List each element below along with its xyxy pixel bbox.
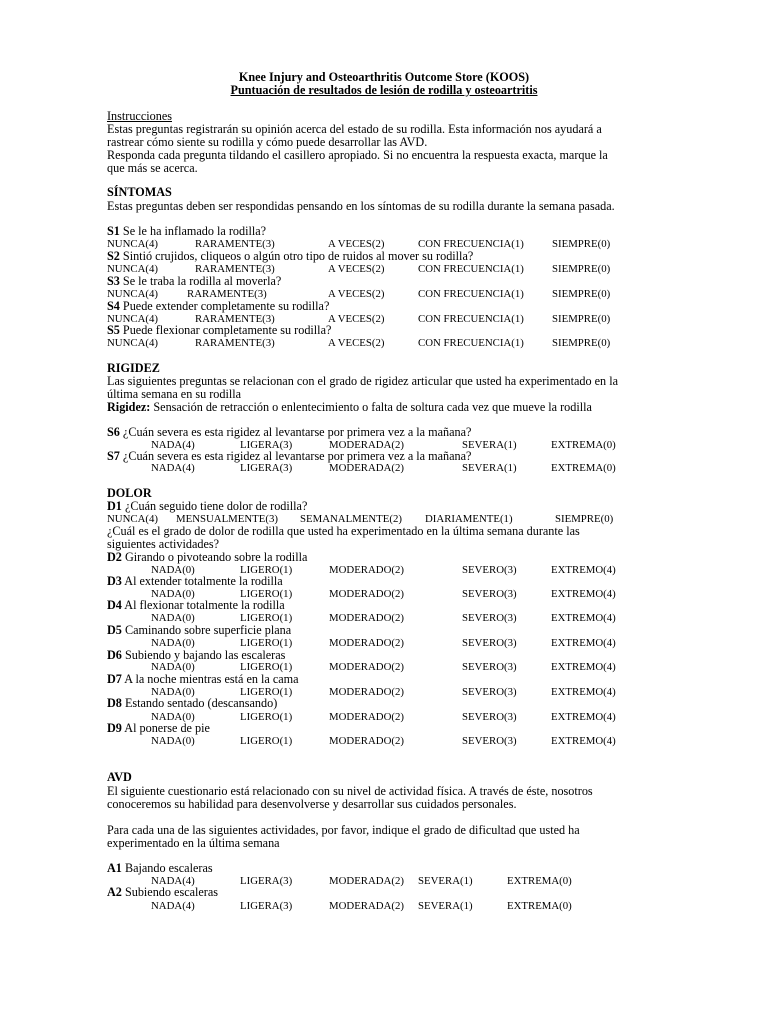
option-raramente[interactable]: RARAMENTE(3): [195, 238, 275, 250]
option-con-frecuencia[interactable]: CON FRECUENCIA(1): [418, 263, 524, 275]
option-ligera[interactable]: LIGERA(3): [240, 462, 293, 474]
question-text: Estando sentado (descansando): [121, 696, 278, 710]
question-text: Girando o pivoteando sobre la rodilla: [121, 550, 308, 564]
question-id: D7: [107, 672, 122, 686]
option-moderado[interactable]: MODERADO(2): [329, 686, 404, 698]
question-id: S3: [107, 274, 120, 288]
question-text: Se le traba la rodilla al moverla?: [119, 274, 282, 288]
question-text: Subiendo y bajando las escaleras: [121, 648, 286, 662]
avd-intro-line: conoceremos su habilidad para desenvolverse y desarrollar sus cuidados personales.: [107, 797, 517, 811]
question-s5: [107, 324, 331, 337]
option-nunca[interactable]: NUNCA(4): [107, 288, 158, 300]
option-moderada[interactable]: MODERADA(2): [329, 900, 404, 912]
rigidez-heading: RIGIDEZ: [107, 361, 160, 375]
question-d3: [107, 575, 283, 588]
avd-intro-line: El siguiente cuestionario está relacionado con su nivel de actividad física. A través de éste, nosotros: [107, 784, 593, 798]
option-ligero[interactable]: LIGERO(1): [240, 686, 293, 698]
document-subtitle: Puntuación de resultados de lesión de rodilla y osteoartritis: [230, 83, 538, 97]
option-moderado[interactable]: MODERADO(2): [329, 588, 404, 600]
option-severo[interactable]: SEVERO(3): [462, 564, 517, 576]
option-extremo[interactable]: EXTREMO(4): [551, 711, 616, 723]
instructions-line: Responda cada pregunta tildando el casillero apropiado. Si no encuentra la respuesta exacta, marque la: [107, 148, 608, 162]
option-ligero[interactable]: LIGERO(1): [240, 588, 293, 600]
document-title: Knee Injury and Osteoarthritis Outcome Store (KOOS): [238, 70, 530, 84]
option-extremo[interactable]: EXTREMO(4): [551, 612, 616, 624]
question-d5: [107, 624, 291, 637]
question-id: S5: [107, 323, 120, 337]
question-id: D3: [107, 574, 122, 588]
question-s2: [107, 250, 473, 263]
question-d9: [107, 722, 210, 735]
option-nada[interactable]: NADA(0): [151, 637, 195, 649]
option-moderada[interactable]: MODERADA(2): [329, 439, 404, 451]
question-id: D8: [107, 696, 122, 710]
option-nunca[interactable]: NUNCA(4): [107, 263, 158, 275]
question-text: Al flexionar totalmente la rodilla: [121, 598, 285, 612]
option-severa[interactable]: SEVERA(1): [462, 462, 517, 474]
option-nada[interactable]: NADA(4): [151, 439, 195, 451]
option-moderado[interactable]: MODERADO(2): [329, 711, 404, 723]
option-extremo[interactable]: EXTREMO(4): [551, 564, 616, 576]
option-semanalmente[interactable]: SEMANALMENTE(2): [300, 513, 402, 525]
option-a-veces[interactable]: A VECES(2): [328, 313, 385, 325]
option-moderado[interactable]: MODERADO(2): [329, 661, 404, 673]
option-siempre[interactable]: SIEMPRE(0): [552, 238, 611, 250]
question-text: Sintió crujidos, cliqueos o algún otro tipo de ruidos al mover su rodilla?: [119, 249, 474, 263]
question-text: Subiendo escaleras: [121, 885, 219, 899]
option-a-veces[interactable]: A VECES(2): [328, 288, 385, 300]
instructions-line: rastrear cómo siente su rodilla y cómo puede desarrollar las AVD.: [107, 135, 428, 149]
option-severo[interactable]: SEVERO(3): [462, 711, 517, 723]
option-con-frecuencia[interactable]: CON FRECUENCIA(1): [418, 313, 524, 325]
option-moderado[interactable]: MODERADO(2): [329, 735, 404, 747]
question-text: Caminando sobre superficie plana: [121, 623, 292, 637]
option-ligera[interactable]: LIGERA(3): [240, 875, 293, 887]
option-con-frecuencia[interactable]: CON FRECUENCIA(1): [418, 288, 524, 300]
question-id: D2: [107, 550, 122, 564]
option-moderado[interactable]: MODERADO(2): [329, 637, 404, 649]
avd-heading: AVD: [107, 770, 132, 784]
question-text: ¿Cuán seguido tiene dolor de rodilla?: [121, 499, 308, 513]
option-ligero[interactable]: LIGERO(1): [240, 711, 293, 723]
question-id: A2: [107, 885, 122, 899]
option-extremo[interactable]: EXTREMO(4): [551, 637, 616, 649]
question-text: Se le ha inflamado la rodilla?: [119, 224, 267, 238]
option-nada[interactable]: NADA(0): [151, 612, 195, 624]
option-nada[interactable]: NADA(0): [151, 686, 195, 698]
option-ligero[interactable]: LIGERO(1): [240, 612, 293, 624]
option-siempre[interactable]: SIEMPRE(0): [552, 337, 611, 349]
option-severo[interactable]: SEVERO(3): [462, 686, 517, 698]
dolor-heading: DOLOR: [107, 486, 152, 500]
question-d8: [107, 697, 277, 710]
option-ligero[interactable]: LIGERO(1): [240, 564, 293, 576]
question-text: A la noche mientras está en la cama: [121, 672, 299, 686]
option-ligero[interactable]: LIGERO(1): [240, 661, 293, 673]
question-d7: [107, 673, 299, 686]
question-a1: [107, 862, 213, 875]
option-con-frecuencia[interactable]: CON FRECUENCIA(1): [418, 337, 524, 349]
option-extrema[interactable]: EXTREMA(0): [551, 439, 616, 451]
dolor-intro-line: siguientes actividades?: [107, 537, 220, 551]
option-siempre[interactable]: SIEMPRE(0): [555, 513, 614, 525]
option-extrema[interactable]: EXTREMA(0): [551, 462, 616, 474]
option-severo[interactable]: SEVERO(3): [462, 637, 517, 649]
option-moderado[interactable]: MODERADO(2): [329, 612, 404, 624]
question-text: ¿Cuán severa es esta rigidez al levantarse por primera vez a la mañana?: [119, 449, 472, 463]
option-nada[interactable]: NADA(0): [151, 735, 195, 747]
option-nada[interactable]: NADA(0): [151, 711, 195, 723]
option-extrema[interactable]: EXTREMA(0): [507, 900, 572, 912]
option-siempre[interactable]: SIEMPRE(0): [552, 263, 611, 275]
option-nada[interactable]: NADA(0): [151, 564, 195, 576]
option-severo[interactable]: SEVERO(3): [462, 735, 517, 747]
option-a-veces[interactable]: A VECES(2): [328, 337, 385, 349]
question-id: D5: [107, 623, 122, 637]
instructions-line: Estas preguntas registrarán su opinión acerca del estado de su rodilla. Esta información nos ayudará a: [107, 122, 602, 136]
option-severo[interactable]: SEVERO(3): [462, 588, 517, 600]
option-extremo[interactable]: EXTREMO(4): [551, 588, 616, 600]
sintomas-heading: SÍNTOMAS: [107, 185, 172, 199]
option-raramente[interactable]: RARAMENTE(3): [195, 313, 275, 325]
option-ligera[interactable]: LIGERA(3): [240, 900, 293, 912]
option-nada[interactable]: NADA(0): [151, 588, 195, 600]
option-severa[interactable]: SEVERA(1): [418, 875, 473, 887]
rigidez-definition-text: Sensación de retracción o enlentecimiento o falta de soltura cada vez que mueve la rodilla: [150, 400, 592, 414]
option-moderada[interactable]: MODERADA(2): [329, 462, 404, 474]
option-mensualmente[interactable]: MENSUALMENTE(3): [176, 513, 278, 525]
question-d4: [107, 599, 285, 612]
option-nada[interactable]: NADA(4): [151, 462, 195, 474]
option-nada[interactable]: NADA(4): [151, 875, 195, 887]
rigidez-intro-line: Las siguientes preguntas se relacionan con el grado de rigidez articular que usted ha experimentado en la: [107, 374, 618, 388]
question-text: Al ponerse de pie: [121, 721, 210, 735]
rigidez-definition-label: Rigidez:: [107, 400, 151, 414]
option-raramente[interactable]: RARAMENTE(3): [195, 263, 275, 275]
option-ligero[interactable]: LIGERO(1): [240, 637, 293, 649]
sintomas-intro: Estas preguntas deben ser respondidas pensando en los síntomas de su rodilla durante la semana pasada.: [107, 199, 615, 213]
option-nada[interactable]: NADA(0): [151, 661, 195, 673]
option-nada[interactable]: NADA(4): [151, 900, 195, 912]
dolor-intro-line: ¿Cuál es el grado de dolor de rodilla que usted ha experimentado en la última semana durante las: [107, 524, 580, 538]
avd-instruction-line: Para cada una de las siguientes actividades, por favor, indique el grado de dificultad que usted ha: [107, 823, 580, 837]
rigidez-intro-line: última semana en su rodilla: [107, 387, 242, 401]
option-severa[interactable]: SEVERA(1): [418, 900, 473, 912]
rigidez-definition: [107, 401, 592, 414]
option-moderada[interactable]: MODERADA(2): [329, 875, 404, 887]
option-con-frecuencia[interactable]: CON FRECUENCIA(1): [418, 238, 524, 250]
question-s1: [107, 225, 266, 238]
option-diariamente[interactable]: DIARIAMENTE(1): [425, 513, 513, 525]
option-severo[interactable]: SEVERO(3): [462, 661, 517, 673]
question-s4: [107, 300, 329, 313]
question-d2: [107, 551, 307, 564]
instructions-heading: Instrucciones: [107, 109, 172, 123]
question-d1: [107, 500, 307, 513]
option-ligera[interactable]: LIGERA(3): [240, 439, 293, 451]
question-id: D1: [107, 499, 122, 513]
question-id: S1: [107, 224, 120, 238]
option-raramente[interactable]: RARAMENTE(3): [195, 337, 275, 349]
question-text: Bajando escaleras: [121, 861, 213, 875]
avd-instruction-line: experimentado en la última semana: [107, 836, 280, 850]
question-s3: [107, 275, 281, 288]
option-extrema[interactable]: EXTREMA(0): [507, 875, 572, 887]
option-nunca[interactable]: NUNCA(4): [107, 513, 158, 525]
option-extremo[interactable]: EXTREMO(4): [551, 686, 616, 698]
question-text: Puede flexionar completamente su rodilla?: [119, 323, 332, 337]
option-a-veces[interactable]: A VECES(2): [328, 263, 385, 275]
question-id: S7: [107, 449, 120, 463]
option-nunca[interactable]: NUNCA(4): [107, 313, 158, 325]
option-a-veces[interactable]: A VECES(2): [328, 238, 385, 250]
question-text: ¿Cuán severa es esta rigidez al levantarse por primera vez a la mañana?: [119, 425, 472, 439]
option-extremo[interactable]: EXTREMO(4): [551, 735, 616, 747]
option-severa[interactable]: SEVERA(1): [462, 439, 517, 451]
option-ligero[interactable]: LIGERO(1): [240, 735, 293, 747]
option-nunca[interactable]: NUNCA(4): [107, 238, 158, 250]
question-s6: [107, 426, 471, 439]
question-a2: [107, 886, 218, 899]
option-siempre[interactable]: SIEMPRE(0): [552, 288, 611, 300]
option-nunca[interactable]: NUNCA(4): [107, 337, 158, 349]
question-id: A1: [107, 861, 122, 875]
instructions-line: que más se acerca.: [107, 161, 198, 175]
question-text: Al extender totalmente la rodilla: [121, 574, 283, 588]
question-id: D4: [107, 598, 122, 612]
question-id: S2: [107, 249, 120, 263]
option-severo[interactable]: SEVERO(3): [462, 612, 517, 624]
question-id: D6: [107, 648, 122, 662]
question-id: S4: [107, 299, 120, 313]
option-siempre[interactable]: SIEMPRE(0): [552, 313, 611, 325]
question-id: S6: [107, 425, 120, 439]
option-moderado[interactable]: MODERADO(2): [329, 564, 404, 576]
option-raramente[interactable]: RARAMENTE(3): [187, 288, 267, 300]
question-text: Puede extender completamente su rodilla?: [119, 299, 330, 313]
option-extremo[interactable]: EXTREMO(4): [551, 661, 616, 673]
question-id: D9: [107, 721, 122, 735]
